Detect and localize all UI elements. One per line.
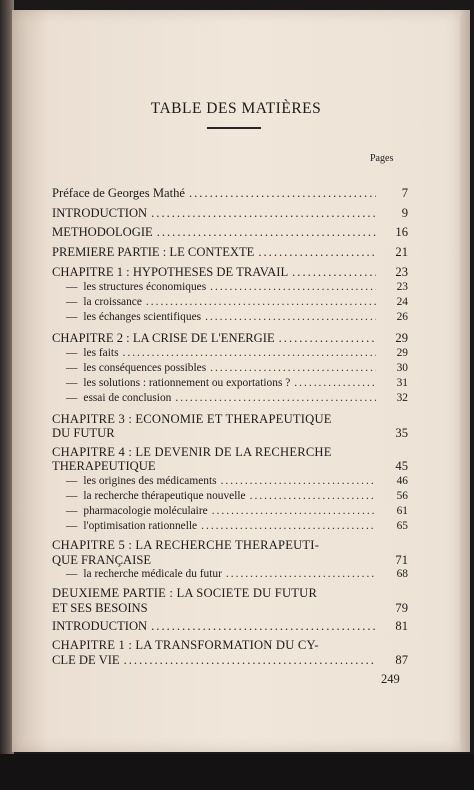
toc-entry-title xyxy=(66,361,206,376)
em-dash: — xyxy=(66,568,78,581)
toc-entry-text: les échanges scientifiques xyxy=(83,310,202,323)
toc-entry-title: CHAPITRE 1 : LA TRANSFORMATION DU CY- xyxy=(52,637,319,652)
toc-entry-title xyxy=(66,519,197,534)
toc-entry xyxy=(52,245,408,260)
toc-page-number: 32 xyxy=(396,391,408,404)
toc-entry-title-continued: DU FUTUR xyxy=(52,426,115,441)
toc-entry-title: PREMIERE PARTIE : LE CONTEXTE xyxy=(52,244,255,259)
toc-page-number: 9 xyxy=(401,205,408,220)
dot-leader xyxy=(175,391,376,406)
toc-entry-title xyxy=(66,376,290,391)
dot-leader xyxy=(294,376,376,391)
dot-leader xyxy=(123,346,376,361)
toc-entry xyxy=(52,331,408,346)
page-number: 249 xyxy=(381,672,400,686)
toc-page-number: 31 xyxy=(396,376,408,389)
toc-entry-text: les solutions : rationnement ou exportations ? xyxy=(83,376,291,389)
background-band xyxy=(0,754,474,790)
dot-leader xyxy=(226,567,376,582)
toc-page-number: 26 xyxy=(396,310,408,323)
toc-entry-title: CHAPITRE 5 : LA RECHERCHE THERAPEUTI- xyxy=(52,537,320,552)
em-dash: — xyxy=(66,391,78,404)
toc-entry-title-continued: CLE DE VIE xyxy=(52,652,120,667)
toc-entry xyxy=(52,567,408,582)
toc-page-number: 46 xyxy=(396,474,408,487)
toc-entry-title: Préface de Georges Mathé xyxy=(52,186,185,200)
em-dash: — xyxy=(66,361,78,374)
dot-leader xyxy=(250,489,376,504)
toc-entry-title-continued: QUE FRANÇAISE xyxy=(52,552,152,567)
em-dash: — xyxy=(66,504,78,517)
toc-entry-continuation xyxy=(52,426,408,441)
toc-entry xyxy=(52,445,408,474)
toc-page-number: 16 xyxy=(395,225,408,240)
dot-leader xyxy=(151,206,376,221)
dot-leader xyxy=(146,295,376,310)
toc-entry-text: essai de conclusion xyxy=(83,391,172,404)
toc-entry xyxy=(52,186,408,201)
toc-entry xyxy=(52,206,408,221)
dot-leader xyxy=(151,619,376,634)
toc-entry xyxy=(52,310,408,325)
toc-page-number: 68 xyxy=(396,568,408,581)
dot-leader xyxy=(124,653,376,668)
toc-page-number: 30 xyxy=(396,361,408,374)
toc-page-number: 71 xyxy=(395,552,408,567)
toc-entry-title xyxy=(66,346,119,361)
dot-leader xyxy=(157,225,376,240)
toc-entry xyxy=(52,538,408,567)
toc-entry-text: les conséquences possibles xyxy=(83,361,207,374)
toc-page-number: 45 xyxy=(395,459,408,474)
dot-leader xyxy=(189,186,376,201)
toc-entry-text: la recherche thérapeutique nouvelle xyxy=(83,489,246,502)
toc-entry xyxy=(52,504,408,519)
toc-entry xyxy=(52,586,408,615)
toc-entry-title xyxy=(66,391,171,406)
title-underline xyxy=(207,127,261,129)
em-dash: — xyxy=(66,376,78,389)
toc-entry-title xyxy=(66,489,246,504)
toc-entry-text: la croissance xyxy=(83,295,142,308)
dot-leader xyxy=(210,280,376,295)
dot-leader xyxy=(205,310,376,325)
toc-entry-text: les faits xyxy=(83,346,119,359)
toc-entry xyxy=(52,361,408,376)
toc-entry-text: la recherche médicale du futur xyxy=(83,568,222,581)
toc-page-number: 24 xyxy=(396,295,408,308)
toc-entry-title xyxy=(66,504,208,519)
table-of-contents xyxy=(52,182,408,667)
dot-leader xyxy=(212,504,376,519)
toc-entry-text: les structures économiques xyxy=(83,280,207,293)
toc-entry xyxy=(52,619,408,634)
dot-leader xyxy=(210,361,376,376)
toc-entry-title xyxy=(66,567,222,582)
toc-entry-text: pharmacologie moléculaire xyxy=(83,504,208,517)
dot-leader xyxy=(279,331,376,346)
toc-entry-title xyxy=(66,295,142,310)
toc-entry xyxy=(52,489,408,504)
toc-page-number: 61 xyxy=(396,504,408,517)
em-dash: — xyxy=(66,310,78,323)
toc-entry-title: METHODOLOGIE xyxy=(52,225,153,240)
toc-entry xyxy=(52,346,408,361)
toc-entry-title: CHAPITRE 4 : LE DEVENIR DE LA RECHERCHE xyxy=(52,444,332,459)
toc-page-number: 79 xyxy=(395,600,408,615)
toc-page-number: 23 xyxy=(395,265,408,280)
toc-entry xyxy=(52,280,408,295)
toc-page-number: 29 xyxy=(396,346,408,359)
toc-entry-continuation xyxy=(52,653,408,668)
toc-page-number: 65 xyxy=(396,519,408,532)
toc-entry xyxy=(52,265,408,280)
toc-page-number: 87 xyxy=(395,652,408,667)
toc-entry-title xyxy=(66,310,201,325)
toc-entry-title xyxy=(66,474,217,489)
em-dash: — xyxy=(66,280,78,293)
toc-entry-title xyxy=(66,280,206,295)
toc-entry xyxy=(52,295,408,310)
toc-entry-text: l'optimisation rationnelle xyxy=(83,519,198,532)
dot-leader xyxy=(258,245,376,260)
em-dash: — xyxy=(66,489,78,502)
page-title: TABLE DES MATIÈRES xyxy=(150,100,322,117)
toc-entry-title: CHAPITRE 1 : HYPOTHESES DE TRAVAIL xyxy=(52,265,289,280)
toc-page-number: 56 xyxy=(396,489,408,502)
toc-entry xyxy=(52,225,408,240)
toc-page-number: 7 xyxy=(401,186,408,200)
toc-entry xyxy=(52,638,408,667)
toc-page-number: 35 xyxy=(395,426,408,441)
toc-entry xyxy=(52,412,408,441)
toc-entry xyxy=(52,474,408,489)
toc-entry-title: DEUXIEME PARTIE : LA SOCIETE DU FUTUR xyxy=(52,586,318,601)
pages-column-label: Pages xyxy=(370,153,394,164)
toc-entry-title: INTRODUCTION xyxy=(52,205,148,220)
em-dash: — xyxy=(66,295,78,308)
toc-entry-text: les origines des médicaments xyxy=(83,474,217,487)
dot-leader xyxy=(221,474,376,489)
toc-entry-title: CHAPITRE 2 : LA CRISE DE L'ENERGIE xyxy=(52,330,275,345)
toc-page-number: 29 xyxy=(395,330,408,345)
toc-entry-continuation xyxy=(52,601,408,616)
toc-entry-title: INTRODUCTION xyxy=(52,619,148,634)
toc-entry-continuation xyxy=(52,553,408,568)
toc-entry-title: CHAPITRE 3 : ECONOMIE ET THERAPEUTIQUE xyxy=(52,411,332,426)
dot-leader xyxy=(292,265,376,280)
em-dash: — xyxy=(66,519,78,532)
toc-entry-title-continued: THERAPEUTIQUE xyxy=(52,459,156,474)
toc-page-number: 21 xyxy=(395,244,408,259)
toc-entry xyxy=(52,376,408,391)
toc-entry-continuation xyxy=(52,459,408,474)
toc-page-number: 81 xyxy=(395,619,408,634)
toc-page-number: 23 xyxy=(396,280,408,293)
dot-leader xyxy=(201,519,376,534)
toc-entry-title-continued: ET SES BESOINS xyxy=(52,600,148,615)
em-dash: — xyxy=(66,474,78,487)
page-edge xyxy=(460,10,470,752)
toc-entry xyxy=(52,519,408,534)
book-page xyxy=(12,10,460,752)
toc-entry xyxy=(52,391,408,406)
em-dash: — xyxy=(66,346,78,359)
